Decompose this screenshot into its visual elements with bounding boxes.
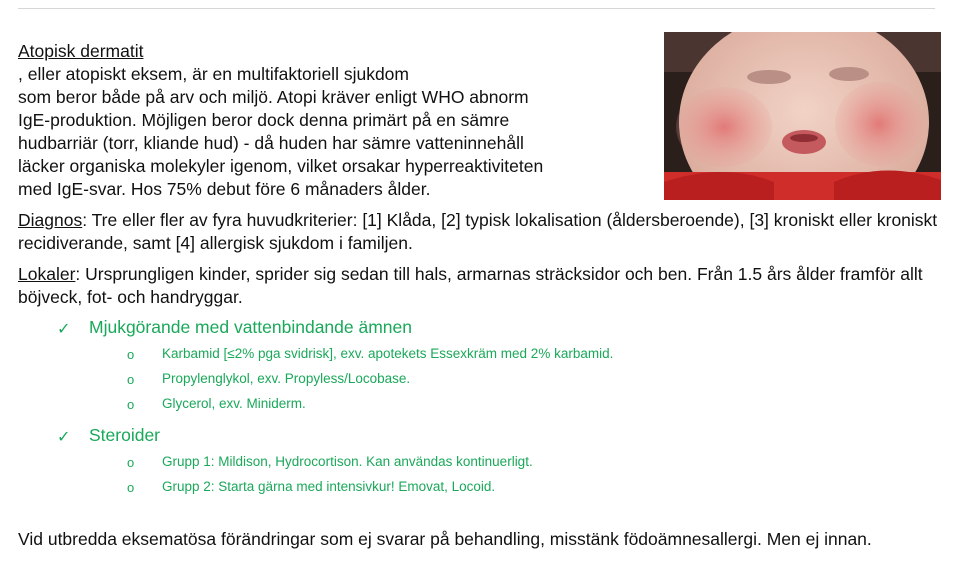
intro-line-4: hudbarriär (torr, kliande hud) - då huden har sämre vatteninnehåll [18, 133, 524, 153]
term-atopisk-dermatit: Atopisk dermatit [18, 41, 144, 61]
treatment-item: Karbamid [≤2% pga svidrisk], exv. apotekets Essexkräm med 2% karbamid. [162, 346, 614, 361]
intro-line-3: IgE-produktion. Möjligen beror dock denna primärt på en sämre [18, 110, 510, 130]
eczema-child-photo [664, 32, 941, 200]
intro-line-2: som beror både på arv och miljö. Atopi kräver enligt WHO abnorm [18, 87, 529, 107]
treatment-item: Glycerol, exv. Miniderm. [162, 396, 306, 411]
checkmark-icon: ✓ [57, 321, 71, 338]
treatment-item: Propylenglykol, exv. Propyless/Locobase. [162, 371, 411, 386]
treatment-group-title-2: Steroider [89, 425, 161, 445]
diagnos-paragraph [18, 209, 958, 255]
intro-line-5: läcker organiska molekyler igenom, vilket orsakar hyperreaktiviteten [18, 156, 544, 176]
diagnos-label: Diagnos [18, 210, 83, 230]
closing-paragraph: Vid utbredda eksematösa förändringar som ej svarar på behandling, misstänk födoämnesallergi. Men ej innan. [18, 529, 872, 549]
top-rule [18, 8, 935, 9]
circle-bullet-icon: o [127, 372, 135, 387]
treatment-item: Grupp 1: Mildison, Hydrocortison. Kan användas kontinuerligt. [162, 454, 533, 469]
intro-line-1: , eller atopiskt eksem, är en multifaktoriell sjukdom [18, 64, 409, 84]
intro-paragraph [18, 40, 658, 201]
checkmark-icon: ✓ [57, 429, 71, 446]
circle-bullet-icon: o [127, 480, 135, 495]
treatment-group-title-1: Mjukgörande med vattenbindande ämnen [89, 317, 412, 337]
circle-bullet-icon: o [127, 347, 135, 362]
diagnos-text: : Tre eller fler av fyra huvudkriterier: [1] Klåda, [2] typisk lokalisation (åldersberoende), [3] kroniskt eller kroniskt recidiverande, samt [4] allergisk sjukdom i familjen. [18, 210, 938, 253]
lokaler-text: : Ursprungligen kinder, sprider sig sedan till hals, armarnas sträcksidor och ben. Från 1.5 års ålder framför allt böjveck, fot- och handryggar. [18, 264, 923, 307]
treatment-item: Grupp 2: Starta gärna med intensivkur! Emovat, Locoid. [162, 479, 496, 494]
intro-line-6: med IgE-svar. Hos 75% debut före 6 månaders ålder. [18, 179, 431, 199]
circle-bullet-icon: o [127, 455, 135, 470]
circle-bullet-icon: o [127, 397, 135, 412]
lokaler-paragraph [18, 263, 958, 309]
lokaler-label: Lokaler [18, 264, 76, 284]
